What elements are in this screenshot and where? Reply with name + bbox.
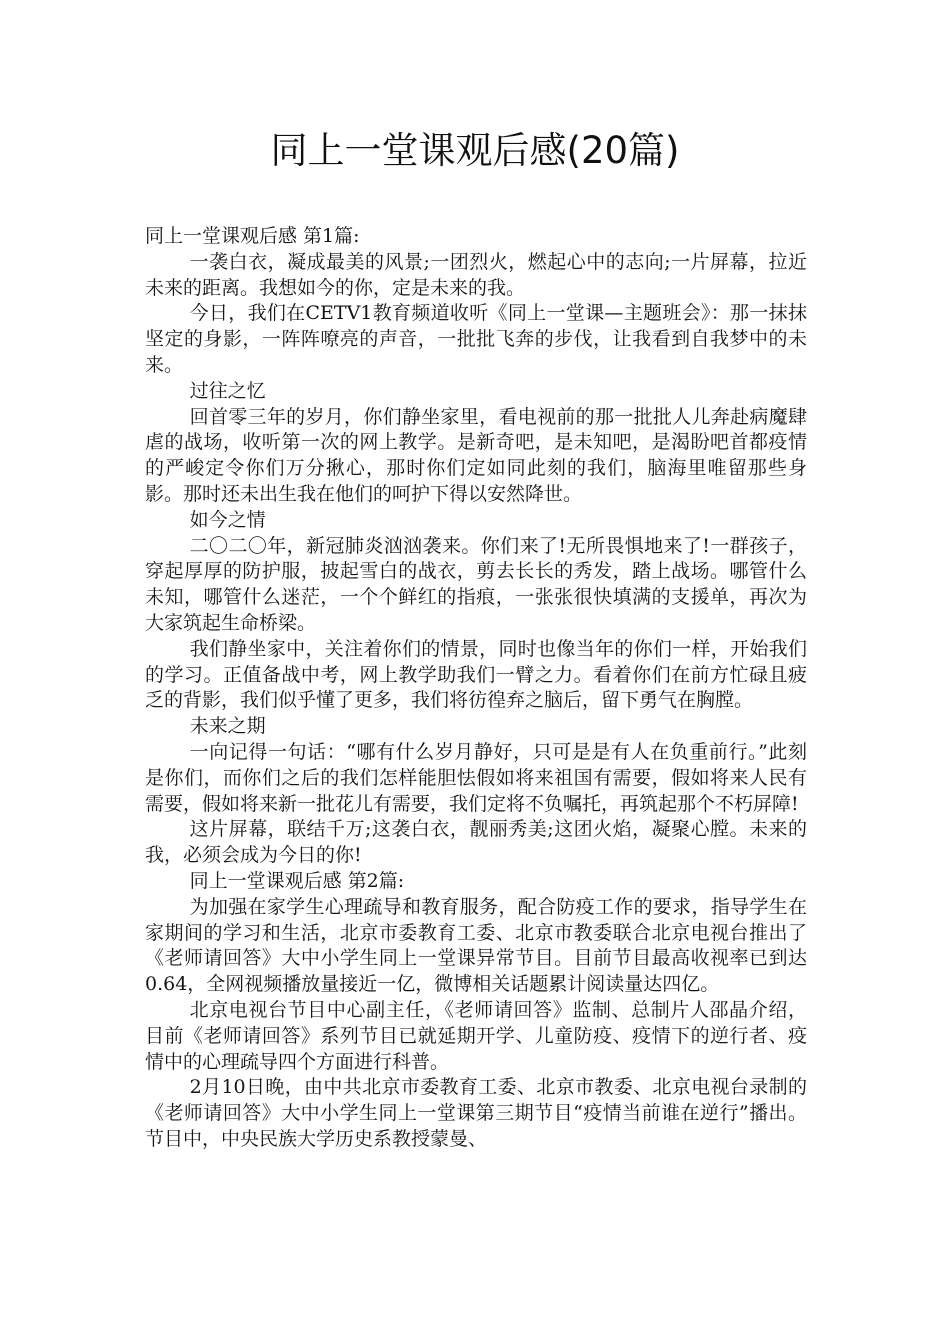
body-paragraph: 今日，我们在CETV1教育频道收听《同上一堂课—主题班会》：那一抹抹坚定的身影，一阵阵嘹亮的声音，一批批飞奔的步伐，让我看到自我梦中的未来。 [145,302,807,376]
body-paragraph: 如今之情 [189,508,266,531]
body-paragraph: 一向记得一句话：“哪有什么岁月静好，只可是是有人在负重前行。”此刻是你们，而你们之后的我们怎样能胆怯假如将来祖国有需要，假如将来人民有需要，假如将来新一批花儿有需要，我们定将不负嘱托，再筑起那个不朽屏障! [145,740,807,815]
body-paragraph: 这片屏幕，联结千万;这袭白衣，靓丽秀美;这团火焰，凝聚心膛。未来的我，必须会成为今日的你! [145,818,807,867]
body-paragraph: 北京电视台节目中心副主任，《老师请回答》监制、总制片人邵晶介绍，目前《老师请回答》系列节目已就延期开学、儿童防疫、疫情下的逆行者、疫情中的心理疏导四个方面进行科普。 [145,998,807,1073]
body-paragraph: 为加强在家学生心理疏导和教育服务，配合防疫工作的要求，指导学生在家期间的学习和生活，北京市委教育工委、北京市教委联合北京电视台推出了《老师请回答》大中小学生同上一堂课异常节目。目前节目最高收视率已到达0.64，全网视频播放量接近一亿，微博相关话题累计阅读量达四亿。 [145,895,807,996]
body-paragraph: 未来之期 [189,715,266,738]
body-paragraph: 同上一堂课观后感 第1篇: [145,225,360,247]
body-paragraph: 二〇二〇年，新冠肺炎汹汹袭来。你们来了!无所畏惧地来了!一群孩子，穿起厚厚的防护服，披起雪白的战衣，剪去长长的秀发，踏上战场。哪管什么未知，哪管什么迷茫，一个个鲜红的指痕，一张张很快填满的支援单，再次为大家筑起生命桥梁。 [145,534,807,634]
document-body [145,224,807,1153]
body-paragraph: 一袭白衣，凝成最美的风景;一团烈火，燃起心中的志向;一片屏幕，拉近未来的距离。我想如今的你，定是未来的我。 [145,250,807,299]
body-paragraph: 2月10日晚，由中共北京市委教育工委、北京市教委、北京电视台录制的《老师请回答》大中小学生同上一堂课第三期节目“疫情当前谁在逆行”播出。节目中，中央民族大学历史系教授蒙曼、 [145,1076,807,1150]
body-paragraph: 回首零三年的岁月，你们静坐家里，看电视前的那一批批人儿奔赴病魔肆虐的战场，收听第一次的网上教学。是新奇吧，是未知吧，是渴盼吧首都疫情的严峻定令你们万分揪心，那时你们定如同此刻的我们，脑海里唯留那些身影。那时还未出生我在他们的呵护下得以安然降世。 [145,405,807,505]
body-paragraph: 过往之忆 [189,379,266,402]
document-title: 同上一堂课观后感(20篇) [270,129,680,172]
body-paragraph: 我们静坐家中，关注着你们的情景，同时也像当年的你们一样，开始我们的学习。正值备战中考，网上教学助我们一臂之力。看着你们在前方忙碌且疲乏的背影，我们似乎懂了更多，我们将彷徨弃之脑后，留下勇气在胸膛。 [145,637,807,712]
body-paragraph: 同上一堂课观后感 第2篇: [189,869,405,892]
